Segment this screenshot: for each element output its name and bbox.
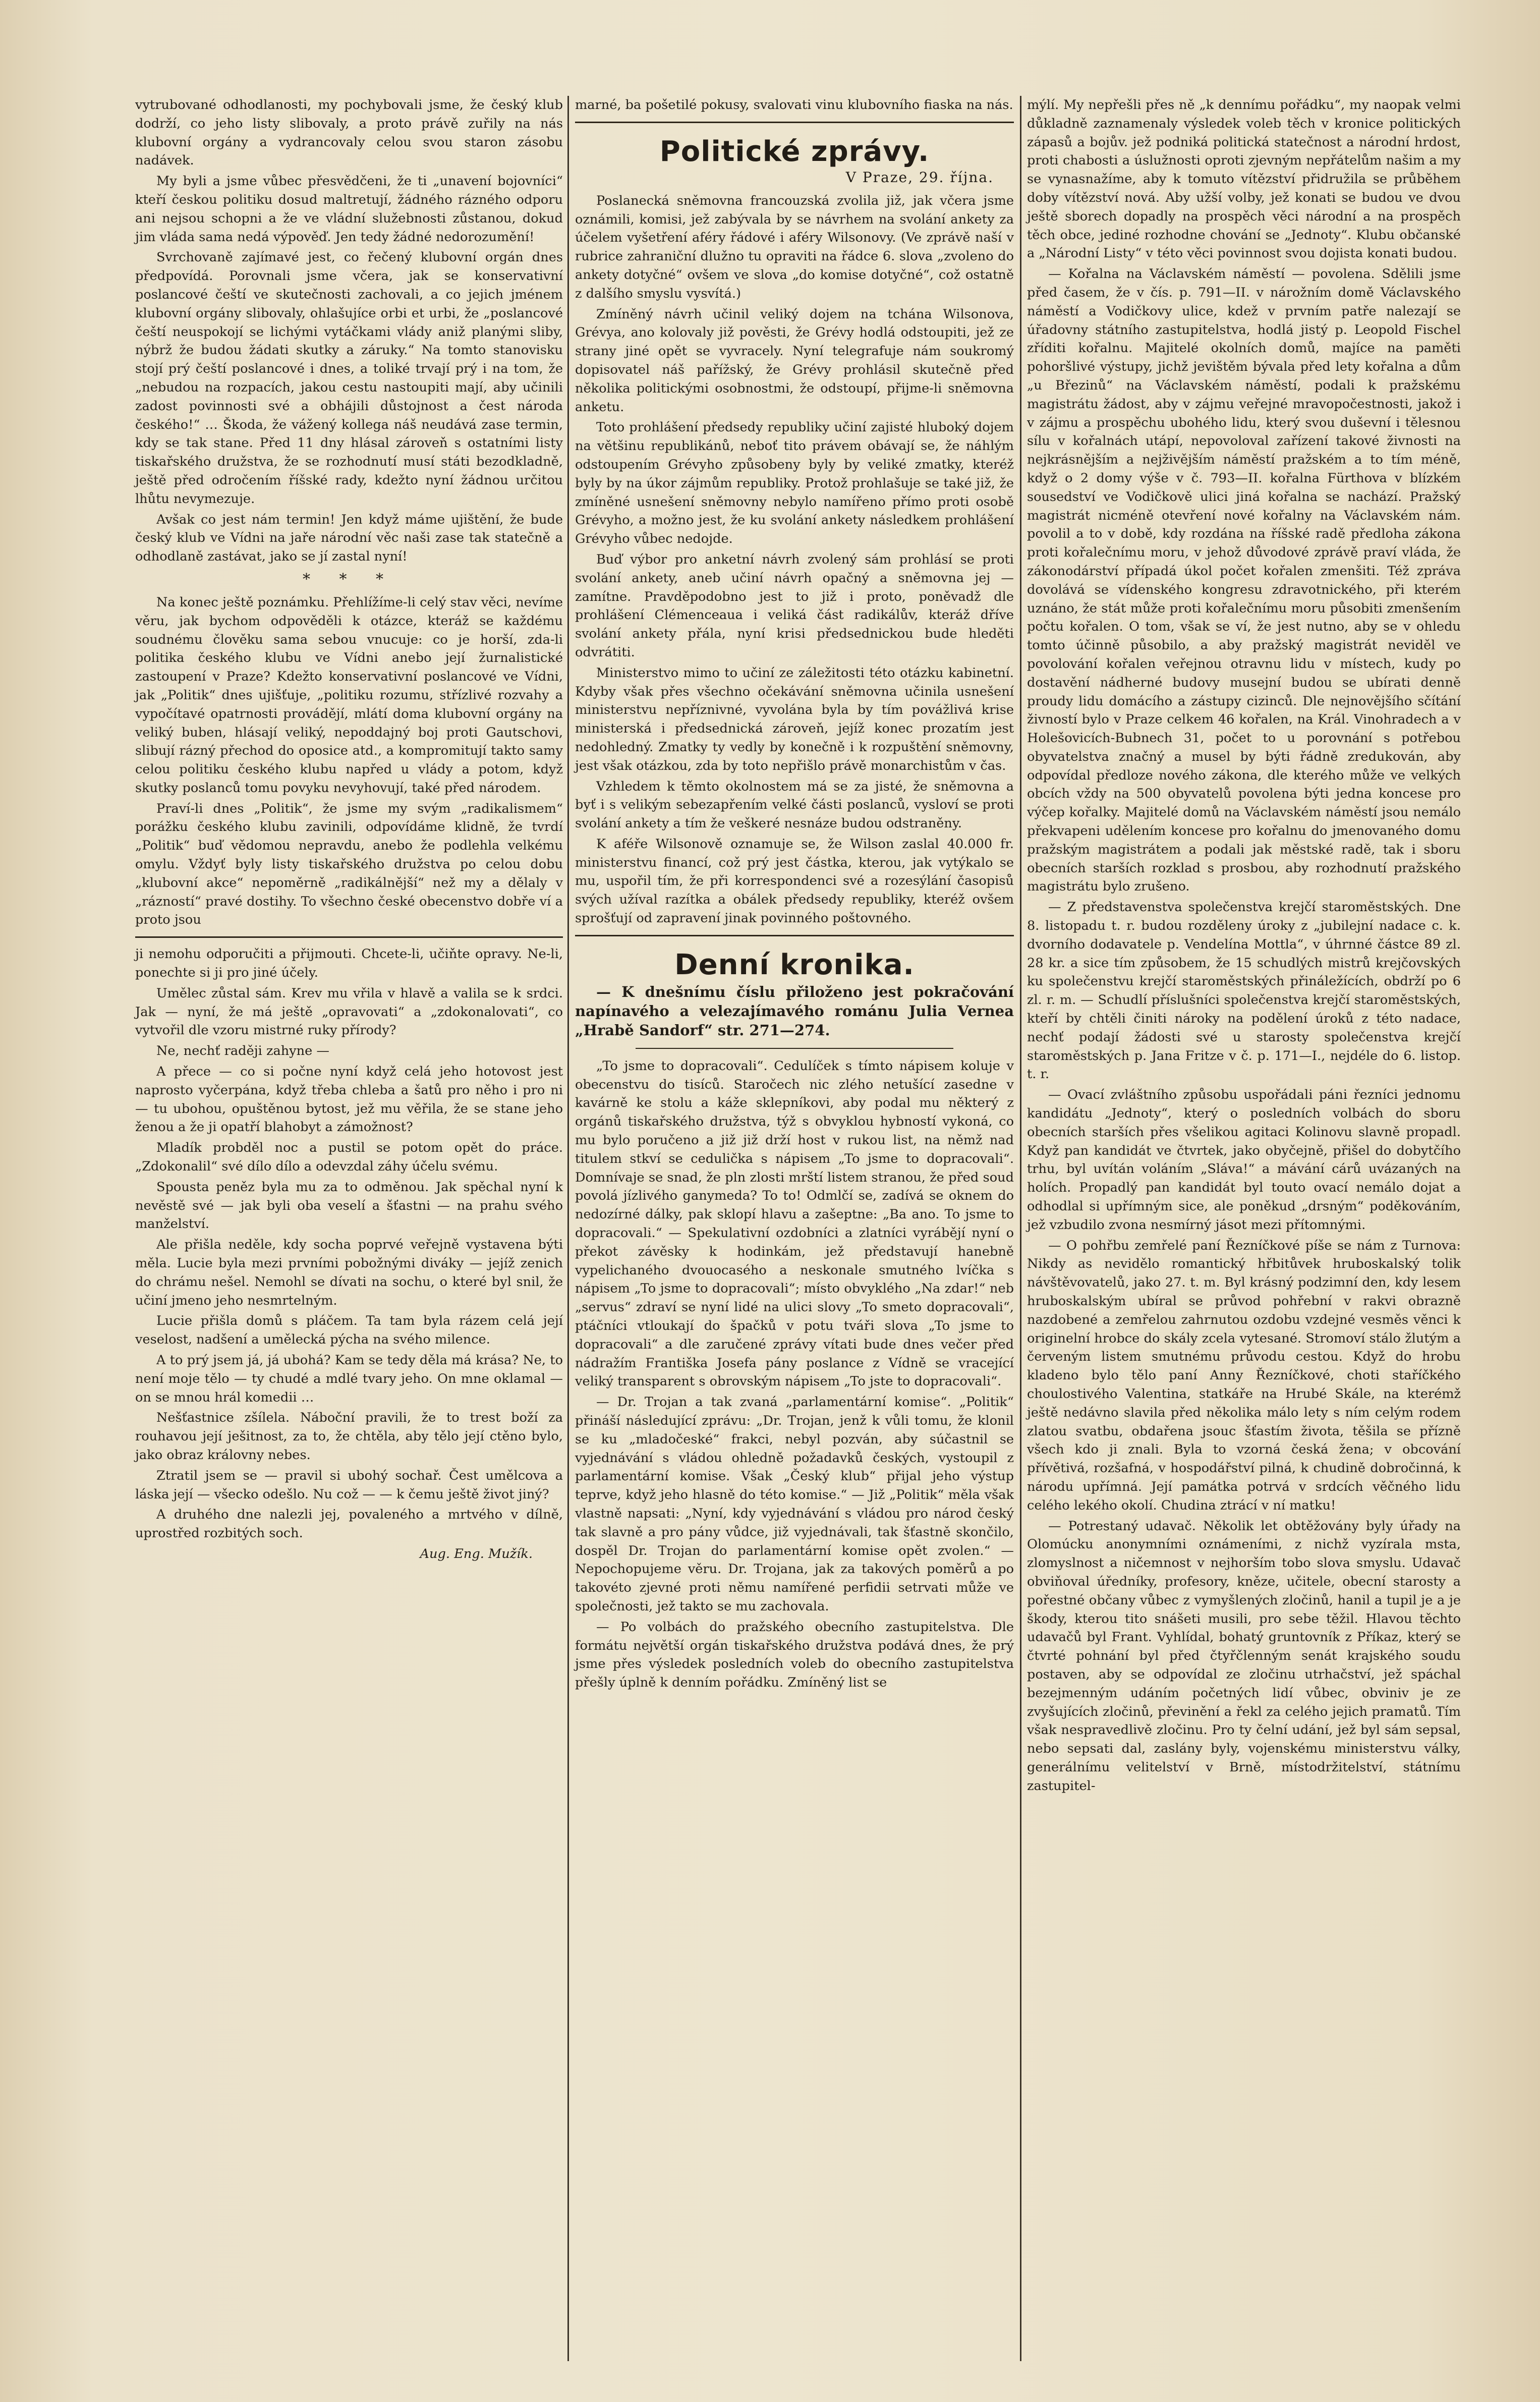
column-middle xyxy=(575,96,1014,1694)
article-text: My byli a jsme vůbec přesvědčeni, že ti „unavení bojovníci“ kteří českou politiku dosud maltretují, žádného rázného odporu ani nejsou schopni a že ve vládní služebnosti zůstanou, dokud jim vláda sama nedá výpověď. Jen tedy žádné nedorozumění! xyxy=(135,174,563,245)
article-text: — Dr. Trojan a tak zvaná „parlamentární komise“. „Politik“ přináší následující zprávu: „Dr. Trojan, jenž k vůli tomu, že klonil se ku „mladočeské“ frakci, nebyl pozván, aby súčastnil se vyjednávání s vládou ohledně požadavků českých, vystoupil z parlamentární komise. Však „Český klub“ přijal jeho výstup teprve, když jeho hlasně do této komise.“ — Již „Politik“ měla však vlastně napsati: „Nyní, kdy vyjednávání s vládou pro národ český tak slavně a pro pány vůdce, již vyjednávali, tak šťastně skončilo, dospěl Dr. Trojan do parlamentární komise opět zvolen.“ — Nepochopujeme věru. Dr. Trojana, jak za takových poměrů a po takovéto zjevné proti němu namířené perfidii setrvati může ve společnosti, jež takto se mu zachovala. xyxy=(575,1394,1014,1614)
article-text: Toto prohlášení předsedy republiky učiní zajisté hluboký dojem na většinu republikánů, neboť tito právem obávají se, že náhlým odstoupením Grévyho způsobeny byly by veliké zmatky, kteréž byly by na úkor zájmům republiky. Protož prohlašuje se také již, že zmíněné usnešení sněmovny nebylo namířeno přímo proti osobě Grévyho, a možno jest, že ku svolání ankety následkem prohlášení Grévyho vůbec nedojde. xyxy=(575,420,1014,547)
column-right xyxy=(1027,96,1461,1798)
article-text: Zmíněný návrh učinil veliký dojem na tchána Wilsonova, Grévya, ano kolovaly již pověsti, že Grévy hodlá odstoupiti, jež ze strany jiné opět se vyvracely. Nyní telegrafuje nám soukromý dopisovatel náš pařížský, že Grévy prohlásil skutečně před několika politickými osobnostmi, že odstoupí, přijme-li sněmovna anketu. xyxy=(575,306,1014,415)
column-left xyxy=(135,96,563,1563)
article-text: vytrubované odhodlanosti, my pochybovali jsme, že český klub dodrží, co jeho listy slibovaly, a proto právě zuřily na nás klubovní orgány a vydrancovaly celou svou staron zásobu nadávek. xyxy=(135,97,563,169)
article-text: — Potrestaný udavač. Několik let obtěžovány byly úřady na Olomúcku anonymními oznámeními, z nichž vyzírala msta, zlomyslnost a ničemnost v nejhorším tobo slova smyslu. Udavač obviňoval úředníky, profesory, kněze, učitele, obecní starosty a pořestné občany vůbec z vymyšlených zločinů, hanil a tupil je a je škody, kterou tito snášeti musili, pro sebe těžil. Hlavou těchto udavačů byl Frant. Vyhlídal, bohatý gruntovník z Příkaz, který se čtvrté pohnání byl před čtyřčlenným senát krajského soudu postaven, aby se odpovídal ze zločinu utrhačství, jež spáchal bezejmenným udáním početných lidí vůbec, obviniv je ze zvyšujících zločinů, převinění a řekl za celého jejich pramatů. Tím však nespravedlivě zločinu. Pro ty čelní udání, jež byl sám sepsal, nebo sepsati dal, zaslány byly, vojenskému ministerstvu války, generálnímu velitelství v Brně, místodržitelství, státnímu zastupitel- xyxy=(1027,1518,1461,1794)
column-rule xyxy=(567,96,569,2361)
dateline: V Praze, 29. října. xyxy=(845,169,994,186)
article-text: Buď výbor pro anketní návrh zvolený sám prohlásí se proti svolání ankety, aneb učiní návrh opačný a sněmovna jej — zamítne. Pravděpodobno jest to již i proto, poněvadž dle prohlášení Clémenceaua i veliká část radikálův, kteráž dříve svolání ankety přála, nyní krisi předsednickou bude hleděti odvrátiti. xyxy=(575,551,1014,660)
article-text: — Kořalna na Václavském náměstí — povolena. Sdělili jsme před časem, že v čís. p. 791—II. v nárožním domě Václavského náměstí a Vodičkovy ulice, kdež v prvním patře nalezají se úřadovny státního zastupitelstva, hodlá jistý p. Leopold Fischel zříditi kořalnu. Majitelé okolních domů, majíce na paměti pohoršlivé výstupy, jichž jevištěm bývala před lety kořalna a dům „u Březinů“ na Václavském náměstí, podali k pražskému magistrátu žádost, aby v zájmu veřejné mravopočestnosti, jakož i v zájmu a prospěchu ubohého lidu, který svou duševní i tělesnou sílu v kořalnách utápí, nepovoloval zařízení takové živnosti na nejkrásnějším a nejživějším náměstí pražském a to tím méně, když o 2 domy výše v č. 793—II. kořalna Fürthova v blízkém sousedství ve Vodičkově ulici jiná kořalna se nachází. Pražský magistrát nicméně otevření nové kořalny na Václavském nám. povolil a to v době, kdy rozdána na říšské radě předloha zákona proti kořalečnímu moru, v jehož důvodové zprávě praví vláda, že zákonodárství případá úkol počet kořalen zmenšiti. Též zpráva dovolává se vídenského kongresu zdravotnického, při kterém uznáno, že stát může proti kořalečnímu moru působiti zmenšením počtu kořalen. O tom, však se ví, že jest nutno, aby se v ohledu tomto účinně působilo, a aby pražský magistrát neviděl ve povolování kořalen veřejnou otravnu lidu v místech, kudy po dostavění nádherné budovy musejní budou se ubírati denně proudy lidu domácího a zástupy cizinců. Dle nejnovějšího sčítání živností bylo v Praze celkem 46 kořalen, na Král. Vinohradech a v Holešovicích-Bubnech 31, počet to u porovnání s potřebou obyvatelstva značný a musel by býti řádně zredukován, aby odpovídal předloze nového zákona, dle kterého může ve velkých obcích vždy na 500 obyvatelů povolena býti jedna koncese pro výčep kořalky. Majitelé domů na Václavském náměstí jsou nemálo překvapeni udělením koncese pro kořalnu do jmenovaného domu pražským magistrátem a podali jak městské radě, tak i sboru obecních starších rozklad s prosbou, aby rozhodnutí pražského magistrátu bylo zrušeno. xyxy=(1027,266,1461,895)
article-text: — Z představenstva společenstva krejčí staroměstských. Dne 8. listopadu t. r. budou rozděleny úroky z „jubilejní nadace c. k. dvorního dodavatele p. Vendelína Mottla“, v úhrnné částce 89 zl. 28 kr. a sice tím způsobem, že 15 schudlých mistrů krejčovských ku společenstvu krejčí staroměstských přináležících, obdrží po 6 zl. r. m. — Schudlí příslušníci společenstva krejčí staroměstských, kteří by chtěli činiti nároky na podělení úroků z této nadace, nechť podají žádosti své u starosty společenstva krejčí staroměstských p. Jana Fritze v č. p. 171—I., nejdéle do 6. listop. t. r. xyxy=(1027,900,1461,1082)
column-rule xyxy=(1020,96,1021,2361)
short-rule xyxy=(636,1048,953,1049)
author-signature: Aug. Eng. Mužík. xyxy=(420,1546,533,1561)
feuilleton-text: Umělec zůstal sám. Krev mu vřila v hlavě a valila se k srdci. Jak — nyní, že má ještě „opravovati“ a „zdokonalovati“, co vytvořil dle vzoru mistrné ruky přírody? xyxy=(135,985,563,1038)
article-text: Praví-li dnes „Politik“, že jsme my svým „radikalismem“ porážku českého klubu zavinili, odpovídáme klidně, že tvrdí „Politik“ buď vědomou nepravdu, anebo že podlehla velkému omylu. Vždyť byly listy tiskařského družstva po celou dobu „klubovní akce“ nepoměrně „radikálnější“ než my a dělaly v „rázností“ pravé dostihy. To všechno české obecenstvo dobře ví a proto jsou xyxy=(135,801,563,928)
article-text: Ministerstvo mimo to učiní ze záležitosti této otázku kabinetní. Kdyby však přes všechno očekávání sněmovna učinila usnešení ministerstvu nepříznivné, vyvolána byla by tím povážlivá krise ministerská i předsednická zároveň, jejíž konec prozatím jest nedohledný. Zmatky ty vedly by konečně i k rozpuštění sněmovny, jest však otázkou, zda by toto nepřišlo právě monarchistům v čas. xyxy=(575,665,1014,773)
article-text: Avšak co jest nám termin! Jen když máme ujištění, že bude český klub ve Vídni na jaře národní věc naši zase tak statečně a odhodlaně zastávat, jako se jí zastal nyní! xyxy=(135,512,563,565)
section-heading-denni-kronika: Denní kronika. xyxy=(674,948,915,981)
article-text: marné, ba pošetilé pokusy, svalovati vinu klubovního fiaska na nás. xyxy=(575,97,1013,113)
feuilleton-rule xyxy=(135,936,563,938)
article-text: Na konec ještě poznámku. Přehlížíme-li celý stav věci, nevíme věru, jak bychom odpověděli k otázce, kteráž se každému soudnému člověku sama sebou vnucuje: co je horší, zda-li politika českého klubu ve Vídni anebo její žurnalistické zastoupení v Praze? Kdežto konservativní poslancové ve Vídni, jak „Politik“ dnes ujišťuje, „politiku rozumu, střízlivé rozvahy a vypočítavé opatrnosti provádějí, mlátí doma klubovní orgány na veliký buben, hlásají veliký, nepoddajný boj proti Gautschovi, slibují rázný přechod do oposice atd., a kompromitují takto samy celou politiku českého klubu napřed u vlády a potom, když skutky poslanců tomu povyku nevyhovují, také před národem. xyxy=(135,594,563,796)
article-text: — Ovací zvláštního způsobu uspořádali páni řezníci jednomu kandidátu „Jednoty“, který o posledních volbách do sboru obecních starších přes všelikou agitaci Kolinovu slavně propadl. Když pan kandidát ve čtvrtek, jako obyčejně, přišel do dobytčího trhu, byl uvítán voláním „Sláva!“ a mávání cárů uvázaných na holích. Propadlý pan kandidát byl touto ovací nemálo dojat a odhodlal si upřímným sice, ale poněkud „drsným“ poděkováním, jež vzbudilo zvona nesmírný jásot mezi přítomnými. xyxy=(1027,1087,1461,1233)
feuilleton-text: A to prý jsem já, já ubohá? Kam se tedy děla má krása? Ne, to není moje tělo — ty chudé a mdlé tvary jeho. On mne oklamal — on se mnou hrál komedii … xyxy=(135,1353,563,1405)
article-text: Svrchovaně zajímavé jest, co řečený klubovní orgán dnes předpovídá. Porovnali jsme včera, jak se konservativní poslancové čeští ve skutečnosti zachovali, a co jejich jménem klubovní orgány slibovaly, ohlašujíce orbi et urbi, že „poslancové čeští neuspokojí se lichými vytáčkami vlády aniž planými sliby, nýbrž že budou žádati skutky a záruky.“ Na tomto stanovisku stojí prý čeští poslancové i dnes, a toliké trvají prý i na tom, že „nebudou na rozpacích, jakou cestu nastoupiti mají, aby učinili zadost povinnosti své a obhájili důstojnost a čest národa českého!“ … Škoda, že vážený kollega náš neudává zase termin, kdy se tak stane. Před 11 dny hlásal zároveň s ostatními listy tiskařského družstva, že se rozhodnutí musí státi bezodkladně, ještě před odročením říšské rady, kdežto nyní žádnou určitou lhůtu nevymezuje. xyxy=(135,250,563,507)
article-text: „To jsme to dopracovali“. Cedulíček s tímto nápisem koluje v obecenstvu do tisíců. Staročech nic zlého netušící zasedne v kavárně ke stolu a káže sklepníkovi, aby podal mu některý z orgánů tiskařského družstva, týž s obvyklou hybností vykoná, co mu bylo poručeno a již již drží host v rukou list, na němž nad titulem stkví se cedulička s nápisem „To jsme to dopracovali“. Domnívaje se snad, že pln zlosti mrští listem stranou, že před soud povolá jízlivého ganymeda? To to! Odmlčí se, zadívá se oknem do nedozírné dálky, pak sklopí hlavu a zašeptne: „Ba ano. To jsme to dopracovali.“ — Spekulativní ozdobníci a zlatníci vyrábějí nyní o překot závěsky k hodinkám, jež představují hanebně vypelichaného dvouocasého a neskonale smutného lvíčka s nápisem „To jsme to dopracovali“; místo obvyklého „Na zdar!“ neb „servus“ zdraví se nyní lidé na ulici slovy „To smeto dopracovali“, ptáčníci vtloukají do špačků v potu tváři slova „To jsme to dopracovali“ a dle zaručené zprávy vítati bude dnes večer před nádražím Františka Josefa pány poslance z Vídně se vracející veliký transparent s obrovským nápisem „To jste to dopracovali“. xyxy=(575,1058,1014,1389)
feuilleton-text: Ne, nechť raději zahyne — xyxy=(156,1043,330,1059)
section-divider-stars: * * * xyxy=(302,570,396,588)
feuilleton-text: Spousta peněz byla mu za to odměnou. Jak spěchal nyní k nevěstě své — jak byli oba veselí a šťastni — na prahu svého manželství. xyxy=(135,1179,563,1232)
article-text: mýlí. My nepřešli přes ně „k dennímu pořádku“, my naopak velmi důkladně zaznamenaly výsledek voleb těch v kronice politických zápasů a bojův. jež podniká politická statečnost a národní hrdost, proti chabosti a úslužnosti oproti zjevným nepřátelům našim a my se vynasnažíme, aby k tomuto vítězství přidružila se průběhem doby vítězství nová. Aby užší volby, jež konati se budou ve dvou ještě sborech dopadly na prospěch věci národní a na prospěch těch obce, jediné rozhodne chování se „Jednoty“. Klubu občanské a „Národní Listy“ v této věci povinnost svou dojista konati budou. xyxy=(1027,97,1461,261)
section-heading-politicke-zpravy: Politické zprávy. xyxy=(659,135,930,168)
article-text: — Po volbách do pražského obecního zastupitelstva. Dle formátu největší orgán tiskařského družstva podává dnes, že prý jsme přes výsledek posledních voleb do obecního zastupitelstva přešly úplně k denním pořádku. Zmíněný list se xyxy=(575,1619,1014,1691)
supplement-notice: — K dnešnímu číslu přiloženo jest pokračování napínavého a velezajímavého románu Julia Vernea „Hrabě Sandorf“ str. 271—274. xyxy=(575,983,1014,1039)
feuilleton-text: Ale přišla neděle, kdy socha poprvé veřejně vystavena býti měla. Lucie byla mezi prvními pobožnými diváky — jejíž zenich do chrámu nešel. Nemohl se dívati na sochu, o které byl snil, že učiní jmeno jeho nesmrtelným. xyxy=(135,1237,563,1308)
feuilleton-text: Mladík probděl noc a pustil se potom opět do práce. „Zdokonalil“ své dílo dílo a odevzdal záhy účelu svému. xyxy=(135,1140,563,1175)
feuilleton-text: Lucie přišla domů s pláčem. Ta tam byla rázem celá její veselost, nadšení a umělecká pýcha na svého milence. xyxy=(135,1313,563,1348)
feuilleton-text: Ztratil jsem se — pravil si ubohý sochař. Čest umělcova a láska její — všecko odešlo. Nu což — — k čemu ještě život jiný? xyxy=(135,1468,563,1502)
section-rule xyxy=(575,122,1014,123)
article-text: — O pohřbu zemřelé paní Řezníčkové píše se nám z Turnova: Nikdy as nevidělo romantický hřbitůvek hruboskalský tolik návštěvovatelů, jako 27. t. m. Byl krásný podzimní den, kdy lesem hruboskalským ubíral se průvod pohřební v rakvi obrazně nazdobené a zemřelou zahrnutou ozdobu vzdejné vesměs věnci k originelní hrobce do skály zcela vytesané. Stromoví stálo žlutým a červeným listem smutnému průvodu cestou. Když do hrobu kladeno bylo tělo paní Anny Řezníčkové, choti staříčkého choulostivého Valentina, statkáře na Hrubé Skále, na kterémž ještě nedávno slavila před několika málo lety s ním celým rodem zlatou svatbu, obdařena jsouc šťastím života, těšila se přízně všech kdo ji znali. Byla to vzorná česká žena; v obcování přívětivá, rozšafná, v hospodářství pilná, k chudině dobročinná, k národu upřímná. Její památka potrvá v srdcích věčného lidu celého lekého okolí. Chudina ztrácí v ní matku! xyxy=(1027,1238,1461,1513)
article-text: Poslanecká sněmovna francouzská zvolila již, jak včera jsme oznámili, komisi, jež zabývala by se návrhem na svolání ankety za účelem vyšetření aféry řádové i aféry Wilsonovy. (Ve zprávě naší v rubrice zahraniční dlužno tu opraviti na řádce 6. slova „zvoleno do ankety dotyčné“ ovšem ve slova „do komise dotyčné“, což ostatně z dalšího smyslu vysvítá.) xyxy=(575,193,1014,301)
feuilleton-text: A přece — co si počne nyní když celá jeho hotovost jest naprosto vyčerpána, když třeba chleba a šatů pro něho i pro ni — tu ubohou, opuštěnou bytost, jež mu věřila, že se stane jeho ženou a že ji opatří blahobyt a zámožnost? xyxy=(135,1064,563,1135)
feuilleton-text: A druhého dne nalezli jej, povaleného a mrtvého v dílně, uprostřed rozbitých soch. xyxy=(135,1507,563,1541)
article-text: K aféře Wilsonově oznamuje se, že Wilson zaslal 40.000 fr. ministerstvu financí, což prý jest částka, kterou, jak vytýkalo se mu, uspořil tím, že při korrespondenci své a rozesýlání časopisů svých užíval razítka a obálek předsedy republiky, kteréž ovšem sprošťují od zapravení jinak povinného poštovného. xyxy=(575,836,1014,926)
section-rule xyxy=(575,935,1014,936)
feuilleton-text: ji nemohu odporučiti a přijmouti. Chcete-li, učiňte opravy. Ne-li, ponechte si ji pro jiné účely. xyxy=(135,946,563,981)
article-text: Vzhledem k těmto okolnostem má se za jisté, že sněmovna a byť i s velikým sebezapřením velké části poslanců, vysloví se proti svolání ankety a tím že veškeré nesnáze budou odstraněny. xyxy=(575,778,1014,831)
feuilleton-text: Nešťastnice zšílela. Náboční pravili, že to trest boží za rouhavou její ješitnost, za to, že chtěla, aby tělo její ctěno bylo, jako obraz královny nebes. xyxy=(135,1410,563,1463)
